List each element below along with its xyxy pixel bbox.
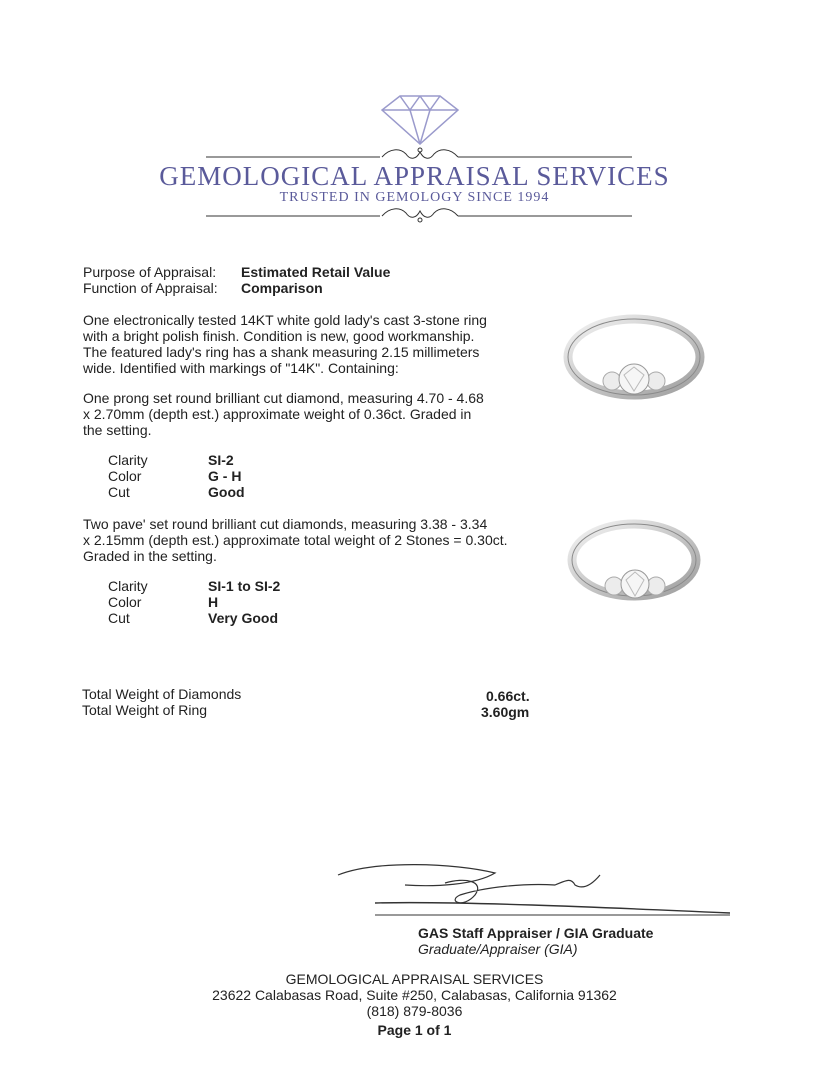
description-line: The featured lady's ring has a shank measuring 2.15 millimeters — [83, 344, 480, 360]
top-ornament-rule — [206, 148, 632, 158]
total-ring-label: Total Weight of Ring — [82, 702, 208, 718]
description-line: Two pave' set round brilliant cut diamonds, measuring 3.38 - 3.34 — [83, 516, 488, 532]
center-color-label: Color — [108, 468, 142, 484]
description-line: with a bright polish finish. Condition is new, good workmanship. — [83, 328, 475, 344]
description-line: the setting. — [83, 422, 152, 438]
signature — [335, 855, 735, 925]
footer-address: 23622 Calabasas Road, Suite #250, Calabasas, California 91362 — [212, 987, 617, 1003]
center-stone-description — [83, 390, 503, 438]
function-value: Comparison — [241, 280, 323, 296]
side-cut-value: Very Good — [208, 610, 279, 626]
brand-title: GEMOLOGICAL APPRAISAL SERVICES — [159, 161, 670, 191]
purpose-value: Estimated Retail Value — [241, 264, 391, 280]
center-clarity-label: Clarity — [108, 452, 148, 468]
total-ring-value: 3.60gm — [481, 704, 530, 720]
brand-tagline: TRUSTED IN GEMOLOGY SINCE 1994 — [279, 190, 550, 205]
page-number: Page 1 of 1 — [377, 1022, 452, 1038]
footer-company: GEMOLOGICAL APPRAISAL SERVICES — [285, 971, 544, 987]
center-clarity-value: SI-2 — [208, 452, 234, 468]
side-color-value: H — [208, 594, 219, 610]
side-clarity-label: Clarity — [108, 578, 148, 594]
footer-phone: (818) 879-8036 — [366, 1003, 463, 1019]
side-clarity-value: SI-1 to SI-2 — [208, 578, 281, 594]
total-diamonds-value: 0.66ct. — [486, 688, 530, 704]
center-color-value: G - H — [208, 468, 242, 484]
side-stones-description — [83, 516, 523, 564]
side-cut-label: Cut — [108, 610, 130, 626]
description-line: wide. Identified with markings of "14K". Containing: — [83, 360, 399, 376]
description-line: Graded in the setting. — [83, 548, 217, 564]
description-line: x 2.15mm (depth est.) approximate total weight of 2 Stones = 0.30ct. — [83, 532, 508, 548]
ring-photo-bottom — [560, 512, 710, 622]
diamond-icon — [382, 96, 458, 144]
center-cut-value: Good — [208, 484, 245, 500]
side-color-label: Color — [108, 594, 142, 610]
appraiser-title: GAS Staff Appraiser / GIA Graduate — [418, 925, 654, 941]
description-line: One prong set round brilliant cut diamond, measuring 4.70 - 4.68 — [83, 390, 484, 406]
total-diamonds-label: Total Weight of Diamonds — [82, 686, 242, 702]
ring-photo-top — [560, 305, 710, 415]
description-line: x 2.70mm (depth est.) approximate weight of 0.36ct. Graded in — [83, 406, 472, 422]
bottom-ornament-rule — [206, 209, 632, 222]
logo — [200, 88, 640, 228]
diamond-setting — [605, 570, 665, 598]
ring-description — [83, 312, 503, 376]
description-line: One electronically tested 14KT white gold lady's cast 3-stone ring — [83, 312, 487, 328]
center-cut-label: Cut — [108, 484, 130, 500]
appraiser-subtitle: Graduate/Appraiser (GIA) — [418, 941, 578, 957]
function-label: Function of Appraisal: — [83, 280, 218, 296]
purpose-label: Purpose of Appraisal: — [83, 264, 217, 280]
diamond-setting — [603, 364, 665, 394]
